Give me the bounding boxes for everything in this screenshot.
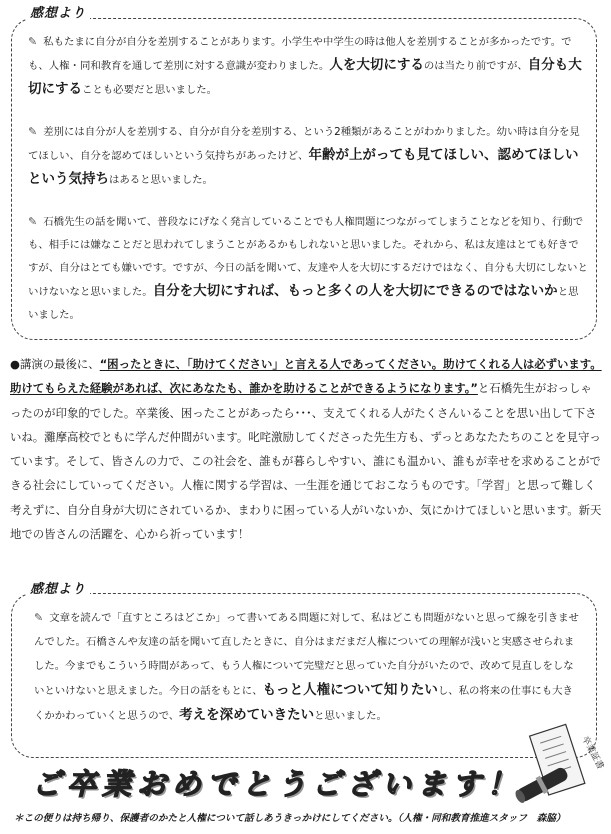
footer-note: ＊この便りは持ち帰り、保護者のかたと人権について話しあうきっかけにしてください。（人権・同和教育推進スタッフ 森脇） xyxy=(14,813,566,824)
impressions-title-1: 感想より xyxy=(26,2,90,21)
impression-paragraph-4: ✎ 文章を読んで「直すところはどこか」って書いてある問題に対して、私はどこも問題がないと思って線を引きませんでした。石橋さんや友達の話を聞いて直したときに、自分はまだまだ人権についての理解が浅いと実感させられました。今までもこういう時間があって、もう人権について完璧だと思っていた自分がいたので、改めて見直しをしないといけないと思えました。今日の話をもとに、もっと人権について知りたいし、私の将来の仕事にも大きくかかわっていくと思うので、考えを深めていきたいと思いました。 xyxy=(34,611,579,723)
pencil-icon: ✎ xyxy=(28,35,38,48)
congratulations-banner: ご卒業おめでとうございます！ xyxy=(32,767,523,801)
pencil-icon: ✎ xyxy=(28,125,38,138)
diploma-label: 卒業証書 xyxy=(579,734,606,772)
lecture-summary: ●講演の最後に、“困ったときに、「助けてください」と言える人であってください。助けてくれる人は必ずいます。助けてもらえた経験があれば、次にあなたも、誰かを助けることができるようになります。”と石橋先生がおっしゃったのが印象的でした。卒業後、困ったことがあったら･･･、支えてくれる人がたくさんいることを思い出して下さいね。灘摩高校でともに学んだ仲間がいます。叱咤激励してくださった先生方も、ずっとあなたたちのことを見守っています。そして、皆さんの力で、この社会を、誰もが暮らしやすい、誰にも温かい、誰もが幸せを求めることができる社会にしていってください。人権に関する学習は、一生涯を通じておこなうものです。「学習」と思って難しく考えずに、自分自身が大切にされているか、まわりに困っている人がいないか、気にかけてほしいと思います。新天地での皆さんの活躍を、心から祈っています！ xyxy=(10,357,602,542)
impression-paragraph-2: ✎ 差別には自分が人を差別する、自分が自分を差別する、という2種類があることがわかりました。幼い時は自分を見てほしい、自分を認めてほしいという気持ちがあったけど、年齢が上がっても見てほしい、認めてほしいという気持ちはあると思いました。 xyxy=(28,125,580,187)
diploma-illustration xyxy=(512,724,606,808)
impression-paragraph-3: ✎ 石橋先生の話を聞いて、普段なにげなく発言していることでも人権問題につながってしまうことなどを知り、行動でも、相手には嫌なことだと思われてしまうことがあるかもしれないと思いました。それから、私は友達はとても好きですが、自分はとても嫌いです。ですが、今日の話を聞いて、友達や人を大切にするだけではなく、自分も大切にしないといけないなと思いました。自分を大切にすれば、もっと多くの人を大切にできるのではないかと思いました。 xyxy=(28,215,588,321)
pencil-icon: ✎ xyxy=(34,611,44,624)
pencil-icon: ✎ xyxy=(28,215,38,228)
impression-paragraph-1: ✎ 私もたまに自分が自分を差別することがあります。小学生や中学生の時は他人を差別することが多かったです。でも、人権・同和教育を通して差別に対する意識が変わりました。人を大切にするのは当たり前ですが、自分も大切にすることも必要だと思いました。 xyxy=(28,35,582,97)
lecture-quote: “困ったときに、「助けてください」と言える人であってください。助けてくれる人は必ずいます。助けてもらえた経験があれば、次にあなたも、誰かを助けることができるようになります。” xyxy=(10,357,602,396)
impressions-title-2: 感想より xyxy=(26,578,90,597)
